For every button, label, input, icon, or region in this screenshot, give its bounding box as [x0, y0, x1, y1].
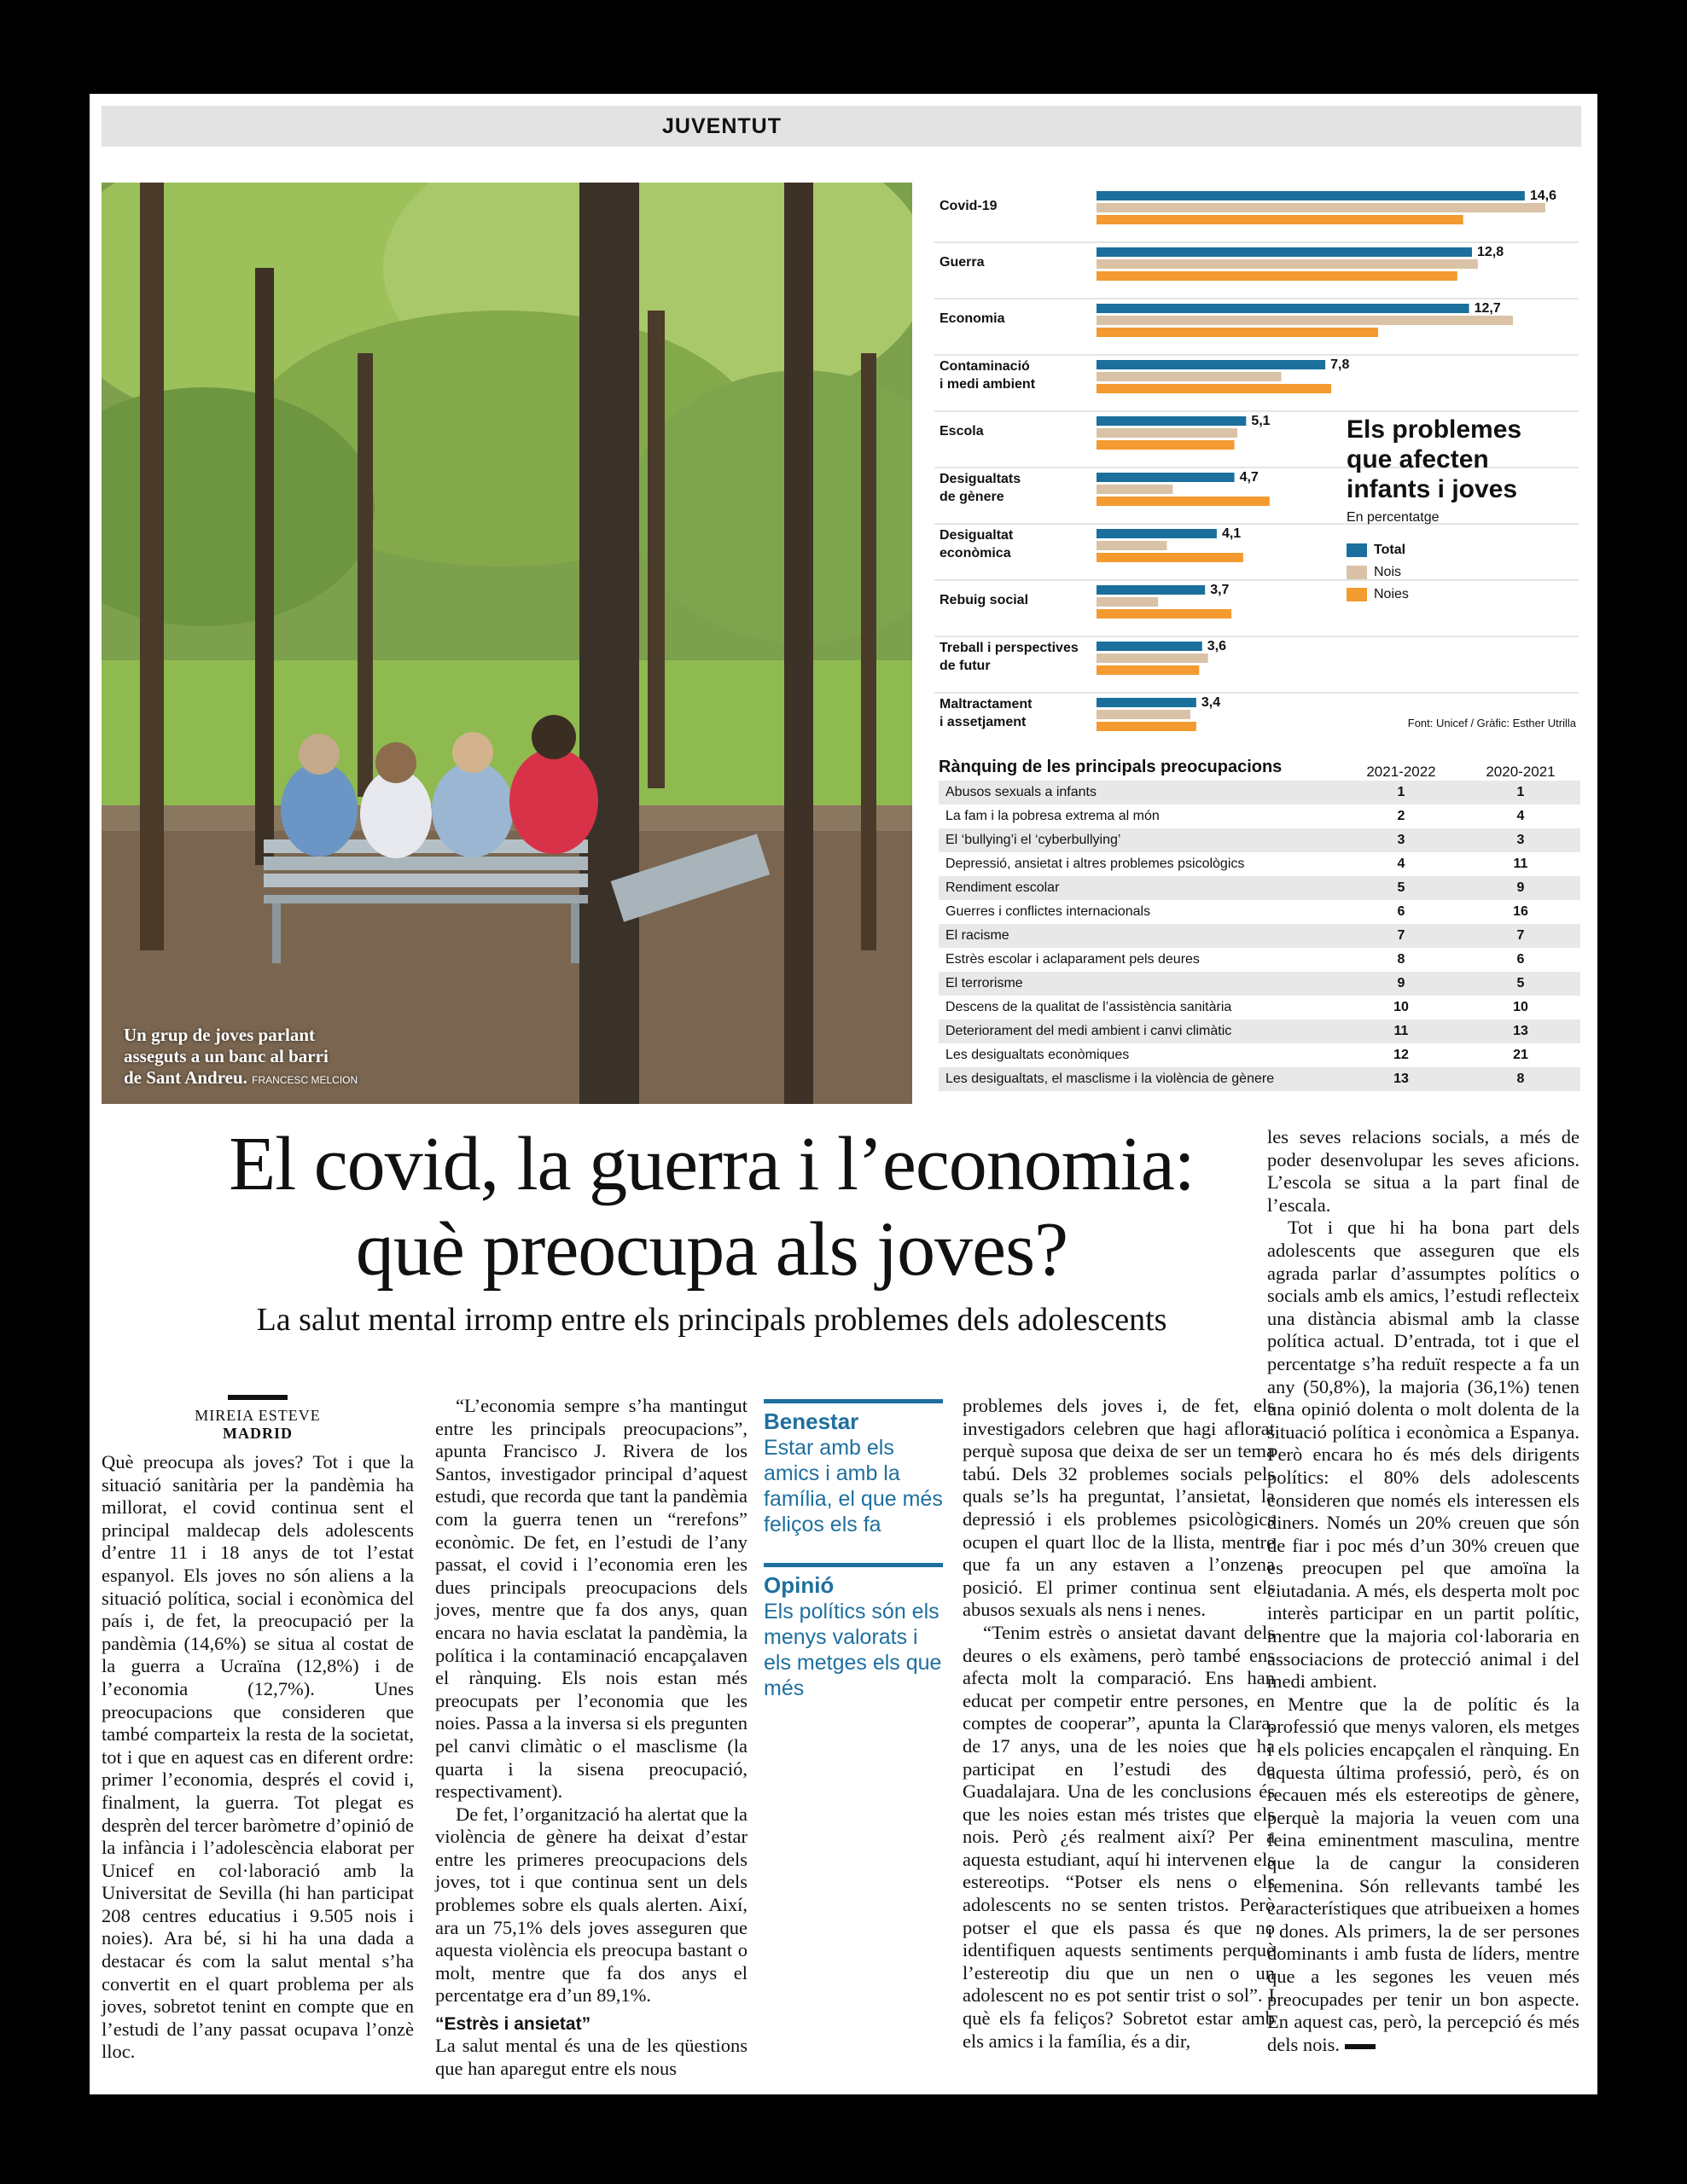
value-label: 4,1	[1221, 526, 1242, 541]
photo	[102, 183, 912, 1104]
park-photo-illustration	[102, 183, 912, 1104]
category-label: de gènere	[939, 490, 1004, 504]
bar-nois	[1097, 541, 1167, 550]
bar-noies	[1097, 497, 1270, 506]
category-label: i medi ambient	[939, 377, 1036, 392]
newspaper-page	[90, 94, 1597, 2094]
category-label: Covid-19	[939, 199, 998, 213]
bar-noies	[1097, 722, 1196, 731]
ranking-row	[939, 996, 1580, 1019]
ranking-value-2020-2021: 21	[1513, 1048, 1528, 1062]
category-label: econòmica	[939, 546, 1011, 561]
ranking-row	[939, 828, 1580, 852]
caption-line-3: de Sant Andreu.	[124, 1067, 247, 1088]
value-label: 3,7	[1210, 583, 1230, 597]
legend-label-total: Total	[1374, 543, 1406, 557]
legend-swatch-nois	[1347, 566, 1367, 579]
legend-swatch-noies	[1347, 588, 1367, 601]
chart-title-line-2: que afecten	[1347, 445, 1489, 473]
sidebar-head-2: Opinió	[764, 1572, 835, 1598]
value-label: 14,6	[1529, 189, 1557, 203]
section-band	[102, 106, 1581, 147]
body-col3-p1: problemes dels joves i, de fet, els investigadors celebren que hagi aflorat perquè suposa que deixa de ser un tema tabú. Dels 32 problemes socials pels quals se’ls ha preguntat, l’ansietat, la depressió i els problemes psicològics ocupen el quart lloc de la llista, mentre que fa un any estaven a l’onzena posició. El primer continua sent els abusos sexuals als nens i nenes.	[963, 1395, 1275, 1621]
bar-total	[1097, 191, 1525, 200]
sidebar-rule-2	[764, 1563, 943, 1567]
bar-noies	[1097, 440, 1235, 450]
ranking-label: Abusos sexuals a infants	[945, 785, 1097, 799]
ranking-value-2021-2022: 6	[1397, 904, 1405, 919]
legend-label-nois: Nois	[1374, 565, 1402, 579]
bar-noies	[1097, 215, 1463, 224]
headline-line-2: què preocupa als joves?	[355, 1207, 1068, 1292]
category-label: Treball i perspectives	[939, 641, 1079, 655]
ranking-table	[939, 755, 1580, 1091]
ranking-label: El ‘bullying’i el ‘cyberbullying’	[945, 833, 1121, 847]
ranking-value-2021-2022: 13	[1393, 1072, 1409, 1086]
bar-total	[1097, 529, 1217, 538]
sidebar-text-2: Els polítics són els menys valorats i els metges els que més	[764, 1600, 942, 1700]
sidebar-rule-1	[764, 1399, 943, 1403]
ranking-title: Rànquing de les principals preocupacions	[939, 758, 1283, 776]
ranking-value-2021-2022: 2	[1397, 809, 1405, 823]
value-label: 4,7	[1239, 470, 1259, 485]
ranking-value-2021-2022: 11	[1393, 1024, 1409, 1038]
ranking-value-2021-2022: 10	[1393, 1000, 1409, 1014]
bar-nois	[1097, 316, 1513, 325]
legend-swatch-total	[1347, 543, 1367, 557]
ranking-value-2020-2021: 3	[1516, 833, 1525, 847]
bar-nois	[1097, 259, 1478, 269]
chart-title-line-1: Els problemes	[1347, 415, 1522, 444]
bar-nois	[1097, 597, 1158, 607]
bar-noies	[1097, 553, 1243, 562]
column-2	[435, 1395, 748, 2080]
headline-line-1: El covid, la guerra i l’economia:	[229, 1122, 1195, 1206]
ranking-value-2021-2022: 9	[1397, 976, 1405, 990]
column-3	[963, 1395, 1275, 2053]
bar-nois	[1097, 710, 1190, 719]
sidebar	[764, 1399, 943, 1727]
ranking-value-2020-2021: 9	[1516, 880, 1525, 895]
ranking-value-2020-2021: 1	[1516, 785, 1525, 799]
sidebar-head-1: Benestar	[764, 1409, 859, 1434]
ranking-row	[939, 804, 1580, 828]
caption-line-2: asseguts a un banc al barri	[124, 1046, 329, 1066]
ranking-label: Descens de la qualitat de l’assistència sanitària	[945, 1000, 1232, 1014]
body-col4-p3	[1267, 1693, 1579, 2057]
ranking-value-2020-2021: 13	[1513, 1024, 1528, 1038]
ranking-label: Deteriorament del medi ambient i canvi climàtic	[945, 1024, 1232, 1038]
ranking-label: Rendiment escolar	[945, 880, 1060, 895]
bar-total	[1097, 416, 1246, 426]
ranking-value-2020-2021: 4	[1516, 809, 1525, 823]
ranking-body	[939, 781, 1580, 1091]
ranking-value-2021-2022: 12	[1393, 1048, 1409, 1062]
bar-nois	[1097, 203, 1545, 212]
bar-total	[1097, 698, 1196, 707]
ranking-label: Estrès escolar i aclaparament pels deures	[945, 952, 1200, 967]
ranking-row	[939, 972, 1580, 996]
category-label: de futur	[939, 659, 991, 673]
ranking-row	[939, 924, 1580, 948]
bar-noies	[1097, 665, 1199, 675]
column-1	[102, 1395, 414, 2064]
subhead-estres: “Estrès i ansietat”	[435, 2014, 591, 2035]
ranking-label: Guerres i conflictes internacionals	[945, 904, 1151, 919]
body-col3-p2: “Tenim estrès o ansietat davant dels deures o els exàmens, però també ens afecta molt la comparació. Ens han educat per competir entre persones, en comptes de cooperar”, apunta la Clara, de 17 anys, una de les noies que ha participat en l’estudi des de Guadalajara. Una de les conclusions és que les noies estan més tristes que els nois. Però ¿és realment així? Per a aquesta estudiant, aquí hi intervenen els estereotips. “Potser els nens o els adolescents no se senten tristos. Però potser el que els passa és que no identifiquen aquests sentiments perquè l’estereotip diu que un nen o un adolescent no es pot sentir trist o sol”. I què els fa feliços? Sobretot estar amb els amics i la família, és a dir,	[963, 1621, 1275, 2052]
bar-total	[1097, 473, 1235, 482]
body-col4-p3-text: Mentre que la de polític és la professió que menys valoren, els metges i els policies encapçalen el rànquing. En aquesta última professió, però, és on recauen més els estereotips de gènere, perquè la majoria la veuen com una feina eminentment masculina, mentre que la de cangur la consideren femenina. Són rellevants també les característiques que atribueixen a homes i dones. Als primers, la de ser persones dominants i amb fusta de líders, mentre que a les segones les veuen més preocupades per tenir un bon aspecte. En aquest cas, però, la percepció és més dels nois.	[1267, 1693, 1579, 2055]
ranking-value-2020-2021: 5	[1516, 976, 1525, 990]
category-label: Maltractament	[939, 697, 1033, 712]
chart-legend	[1347, 539, 1409, 606]
bar-noies	[1097, 609, 1231, 619]
ranking-row	[939, 781, 1580, 804]
ranking-value-2021-2022: 3	[1397, 833, 1405, 847]
deck: La salut mental irromp entre els principals problemes dels adolescents	[256, 1302, 1167, 1338]
body-col4-p1: les seves relacions socials, a més de poder desenvolupar les seves aficions. L’escola se situa a la part final de l’escala.	[1267, 1126, 1579, 1216]
bar-chart	[934, 179, 1583, 734]
caption-line-1: Un grup de joves parlant	[124, 1025, 316, 1045]
end-mark	[1345, 2044, 1376, 2049]
category-label: Escola	[939, 424, 984, 439]
ranking-row	[939, 1067, 1580, 1091]
value-label: 12,7	[1474, 301, 1501, 316]
ranking-value-2021-2022: 8	[1397, 952, 1405, 967]
chart-source: Font: Unicef / Gràfic: Esther Utrilla	[1407, 717, 1576, 729]
ranking-value-2020-2021: 10	[1513, 1000, 1528, 1014]
body-col2-p3: La salut mental és una de les qüestions que han aparegut entre els nous	[435, 2035, 748, 2079]
ranking-col-2020-2021: 2020-2021	[1486, 764, 1556, 780]
ranking-row	[939, 900, 1580, 924]
chart-subtitle: En percentatge	[1347, 510, 1440, 525]
ranking-value-2020-2021: 8	[1516, 1072, 1525, 1086]
category-label: Guerra	[939, 255, 985, 270]
ranking-label: La fam i la pobresa extrema al món	[945, 809, 1160, 823]
ranking-value-2021-2022: 5	[1397, 880, 1405, 895]
ranking-label: Les desigualtats, el masclisme i la violència de gènere	[945, 1072, 1275, 1086]
legend-label-noies: Noies	[1374, 587, 1409, 601]
bar-noies	[1097, 328, 1378, 337]
ranking-value-2021-2022: 1	[1397, 785, 1405, 799]
byline-rule	[228, 1395, 288, 1400]
chart-title	[1347, 415, 1521, 504]
ranking-label: El terrorisme	[945, 976, 1023, 990]
bar-total	[1097, 360, 1325, 369]
ranking-value-2020-2021: 7	[1516, 928, 1525, 943]
bar-nois	[1097, 653, 1208, 663]
byline-author: MIREIA ESTEVE	[195, 1407, 321, 1424]
photo-credit: FRANCESC MELCION	[252, 1074, 358, 1086]
chart-title-line-3: infants i joves	[1347, 475, 1518, 503]
photo-caption	[124, 1025, 358, 1089]
category-label: Desigualtats	[939, 472, 1021, 486]
section-label: JUVENTUT	[662, 114, 782, 138]
body-col1: Què preocupa als joves? Tot i que la situació sanitària per la pandèmia ha millorat, el covid continua sent el principal maldecap dels adolescents d’entre 11 i 18 anys de tot l’estat espanyol. Els joves no són aliens a la situació política, social i econòmica del país i, de fet, la preocupació per la pandèmia (14,6%) se situa al costat de la guerra a Ucraïna (12,8%) i de l’economia (12,7%). Unes preocupacions que consideren que també comparteix la resta de la societat, tot i que en aquest cas en diferent ordre: primer l’economia, després el covid i, finalment, la guerra. Tot plegat es desprèn del tercer baròmetre d’opinió de la infància i l’adolescència elaborat per Unicef en col·laboració amb la Universitat de Sevilla (hi han participat 208 centres educatius i 9.505 nois i noies). Ara bé, si hi ha una dada a destacar és com la salut mental s’ha convertit en el quart problema per als joves, sobretot tenint en compte que en l’estudi de l’any passat ocupava l’onzè lloc.	[102, 1451, 414, 2063]
bar-total	[1097, 585, 1205, 595]
ranking-row	[939, 852, 1580, 876]
value-label: 12,8	[1477, 245, 1504, 259]
bar-nois	[1097, 428, 1237, 438]
ranking-col-2021-2022: 2021-2022	[1366, 764, 1436, 780]
bar-total	[1097, 304, 1469, 313]
legend-noies	[1347, 584, 1409, 606]
legend-nois	[1347, 561, 1409, 584]
category-label: Contaminació	[939, 359, 1030, 374]
bar-total	[1097, 642, 1202, 651]
ranking-row	[939, 948, 1580, 972]
ranking-value-2021-2022: 4	[1397, 857, 1405, 871]
ranking-label: Depressió, ansietat i altres problemes psicològics	[945, 857, 1245, 871]
headline	[102, 1122, 1322, 1292]
category-label: i assetjament	[939, 715, 1027, 729]
bar-noies	[1097, 384, 1331, 393]
category-label: Rebuig social	[939, 593, 1029, 607]
ranking-label: Les desigualtats econòmiques	[945, 1048, 1130, 1062]
ranking-value-2021-2022: 7	[1397, 928, 1405, 943]
value-label: 5,1	[1251, 414, 1271, 428]
body-col2-p2: De fet, l’organització ha alertat que la violència de gènere ha deixat d’estar entre les primeres preocupacions dels joves, tot i que continua sent un dels problemes sobre els quals alerten. Així, ara un 75,1% dels joves asseguren que aquesta violència els preocupa bastant o molt, mentre que fa dos anys el percentatge era d’un 89,1%.	[435, 1803, 748, 2007]
ranking-row	[939, 1019, 1580, 1043]
column-4	[1267, 1126, 1579, 2056]
ranking-value-2020-2021: 11	[1513, 857, 1528, 871]
bar-noies	[1097, 271, 1457, 281]
value-label: 3,4	[1201, 695, 1221, 710]
sidebar-text-1: Estar amb els amics i amb la família, el que més feliços els fa	[764, 1436, 943, 1536]
ranking-value-2020-2021: 16	[1513, 904, 1528, 919]
category-label: Economia	[939, 311, 1005, 326]
bar-nois	[1097, 485, 1172, 494]
body-col2-p1: “L’economia sempre s’ha mantingut entre les principals preocupacions”, apunta Francisco J. Rivera de los Santos, investigador principal d’aquest estudi, que recorda que tant la pandèmia com la guerra tenen un “rerefons” econòmic. De fet, en l’estudi de l’any passat, el covid i l’economia eren les dues principals preocupacions dels joves, mentre que fa dos anys, quan encara no havia esclatat la pandèmia, la política i la contaminació encapçalaven el rànquing. Els nois estan més preocupats per l’economia que les noies. Passa a la inversa si els pregunten pel canvi climàtic o el masclisme (la quarta i la sisena preocupació, respectivament).	[435, 1395, 748, 1803]
body-col4-p2: Tot i que hi ha bona part dels adolescents que asseguren que els agrada parlar d’assumptes polítics o socials amb els amics, l’estudi reflecteix una distància abismal amb la classe política actual. D’entrada, tot i que el percentatge s’ha reduït respecte a fa un any (50,8%), la majoria (36,1%) tenen una opinió dolenta o molt dolenta de la situació política i econòmica a Espanya. Però encara ho és més dels dirigents polítics: el 80% dels adolescents consideren que només els interessen els diners. Només un 20% creuen que són de fiar i poc més d’un 30% creuen que es preocupen pel que amoïna la ciutadania. A més, els desperta molt poc interès participar en un partit polític, mentre que la majoria col·laboraria en associacions de protecció animal i del medi ambient.	[1267, 1217, 1579, 1693]
ranking-row	[939, 1043, 1580, 1067]
value-label: 7,8	[1330, 357, 1350, 372]
legend-total	[1347, 539, 1409, 561]
byline-place: MADRID	[223, 1425, 293, 1442]
ranking-label: El racisme	[945, 928, 1009, 943]
bar-nois	[1097, 372, 1282, 381]
ranking-value-2020-2021: 6	[1516, 952, 1525, 967]
ranking-row	[939, 876, 1580, 900]
value-label: 3,6	[1207, 639, 1226, 653]
ranking-header	[939, 755, 1580, 781]
category-label: Desigualtat	[939, 528, 1014, 543]
bar-total	[1097, 247, 1472, 257]
